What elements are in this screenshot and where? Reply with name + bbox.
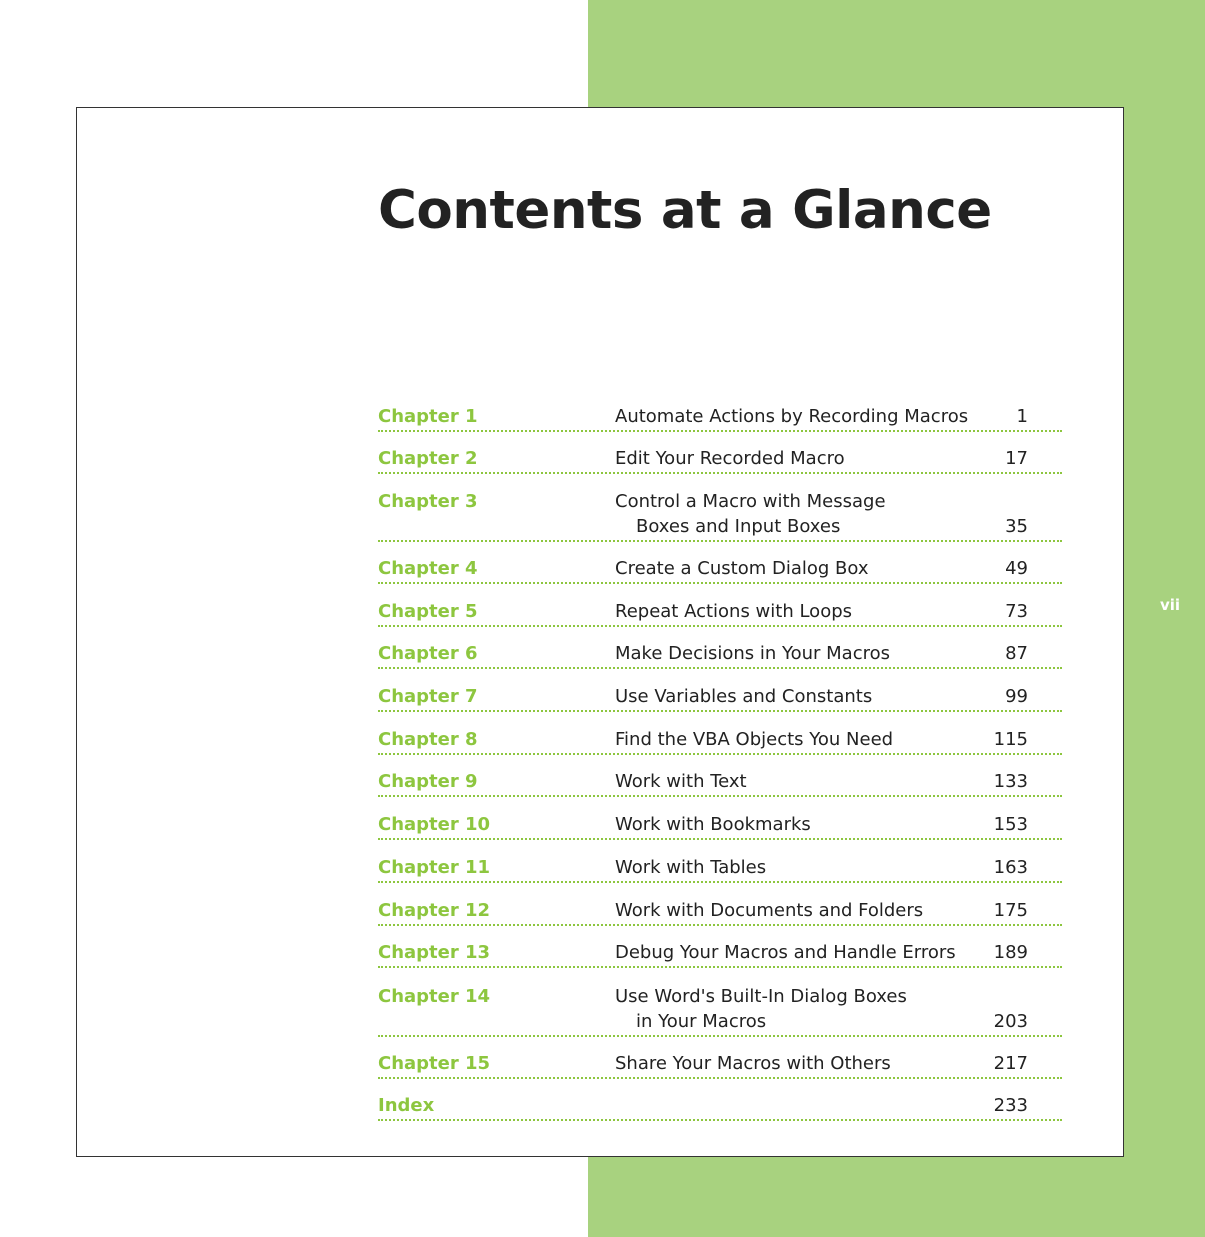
page-reference: 115 [993, 729, 1028, 750]
toc-entry[interactable] [378, 442, 1062, 474]
chapter-title: Edit Your Recorded Macro [615, 448, 845, 469]
chapter-label: Chapter 10 [378, 814, 491, 835]
chapter-label: Chapter 6 [378, 643, 478, 664]
page-title: Contents at a Glance [378, 180, 992, 241]
chapter-title-continued: in Your Macros [636, 1011, 767, 1032]
chapter-label: Chapter 14 [378, 986, 491, 1007]
toc-entry[interactable] [378, 595, 1062, 627]
page-reference: 233 [993, 1095, 1028, 1116]
page-reference: 153 [993, 814, 1028, 835]
toc-entry[interactable] [378, 680, 1062, 712]
chapter-title: Share Your Macros with Others [615, 1053, 891, 1074]
page-reference: 163 [993, 857, 1028, 878]
toc-entry[interactable] [378, 484, 1062, 542]
toc-entry[interactable] [378, 765, 1062, 797]
chapter-title: Automate Actions by Recording Macros [615, 406, 969, 427]
toc-entry[interactable] [378, 400, 1062, 432]
toc-entry[interactable] [378, 936, 1062, 968]
page-reference: 87 [1005, 643, 1028, 664]
chapter-title-continued: Boxes and Input Boxes [636, 516, 841, 537]
page-reference: 1 [1016, 406, 1028, 427]
chapter-label: Chapter 8 [378, 729, 478, 750]
chapter-label: Chapter 4 [378, 558, 478, 579]
page-reference: 73 [1005, 601, 1028, 622]
toc-entry[interactable] [378, 851, 1062, 883]
chapter-title: Work with Bookmarks [615, 814, 811, 835]
chapter-title: Work with Tables [615, 857, 767, 878]
page-reference: 203 [993, 1011, 1028, 1032]
chapter-title: Repeat Actions with Loops [615, 601, 853, 622]
page-reference: 175 [993, 900, 1028, 921]
chapter-title: Control a Macro with Message [615, 491, 886, 512]
chapter-label: Chapter 15 [378, 1053, 491, 1074]
chapter-title: Debug Your Macros and Handle Errors [615, 942, 956, 963]
chapter-label: Chapter 2 [378, 448, 478, 469]
page-reference: 133 [993, 771, 1028, 792]
toc-entry[interactable] [378, 723, 1062, 755]
chapter-label: Chapter 13 [378, 942, 491, 963]
chapter-title: Use Variables and Constants [615, 686, 873, 707]
chapter-label: Chapter 7 [378, 686, 478, 707]
index-label: Index [378, 1095, 435, 1116]
toc-entry[interactable] [378, 808, 1062, 840]
chapter-title: Create a Custom Dialog Box [615, 558, 869, 579]
page-reference: 189 [993, 942, 1028, 963]
toc-entry[interactable] [378, 979, 1062, 1037]
toc-entry[interactable] [378, 894, 1062, 926]
chapter-label: Chapter 9 [378, 771, 478, 792]
chapter-title: Work with Text [615, 771, 747, 792]
page-reference: 99 [1005, 686, 1028, 707]
page-reference: 217 [993, 1053, 1028, 1074]
chapter-title: Use Word's Built-In Dialog Boxes [615, 986, 907, 1007]
chapter-label: Chapter 12 [378, 900, 491, 921]
page-reference: 35 [1005, 516, 1028, 537]
toc-entry-index[interactable] [378, 1089, 1062, 1121]
toc-entry[interactable] [378, 637, 1062, 669]
page-number: vii [1159, 596, 1181, 614]
chapter-label: Chapter 1 [378, 406, 478, 427]
chapter-label: Chapter 5 [378, 601, 478, 622]
chapter-title: Work with Documents and Folders [615, 900, 924, 921]
chapter-label: Chapter 11 [378, 857, 491, 878]
toc-entry[interactable] [378, 552, 1062, 584]
toc-entry[interactable] [378, 1047, 1062, 1079]
chapter-title: Make Decisions in Your Macros [615, 643, 891, 664]
chapter-title: Find the VBA Objects You Need [615, 729, 894, 750]
page-reference: 49 [1005, 558, 1028, 579]
page-reference: 17 [1005, 448, 1028, 469]
chapter-label: Chapter 3 [378, 491, 478, 512]
